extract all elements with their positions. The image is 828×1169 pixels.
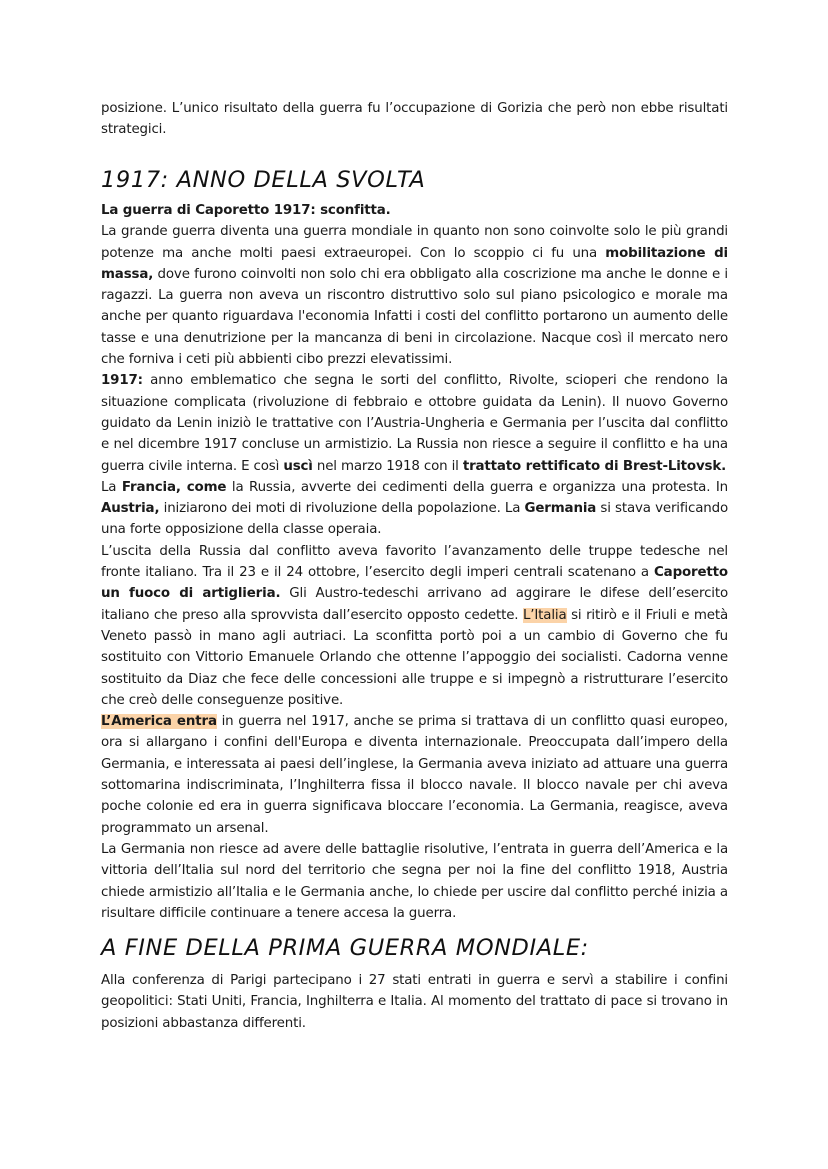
section-subtitle: La guerra di Caporetto 1917: sconfitta.: [101, 203, 391, 218]
text-run: L’uscita della Russia dal conflitto aveva favorito l’avanzamento delle truppe tedesche nel fronte italiano. Tra il 23 e il 24 ottobre, l’esercito degli imperi centrali scatenano a: [101, 543, 728, 581]
bold-run: Austria,: [101, 501, 160, 517]
intro-paragraph: posizione. L’unico risultato della guerra fu l’occupazione di Gorizia che però non ebbe risultati strategici.: [101, 101, 728, 138]
text-run: in guerra nel 1917, anche se prima si trattava di un conflitto quasi europeo, ora si allargano i confini dell'Europa e diventa internazionale. Preoccupata dall’impero della Germania, e interessata ai paesi dell’inglese, la Germania aveva iniziato ad attuare una guerra sottomarina indiscriminata, l’Inghilterra fissa il blocco navale. Il blocco navale per chi aveva poche colonie ed era in guerra significava bloccare l’economia. La Germania, reagisce, aveva programmato un arsenal.: [101, 714, 729, 836]
intro-block: [101, 98, 728, 141]
bold-run: mobilitazione di massa,: [101, 245, 728, 282]
text-run: anno emblematico che segna le sorti del conflitto, Rivolte, scioperi che rendono la situazione complicata (rivoluzione di febbraio e ottobre guidata da Lenin). Il nuovo Governo guidato da Lenin iniziò le trattative con l’Austria-Ungheria e Germania per l’uscita dal conflitto e nel dicembre 1917 concluse un armistizio. La Russia non riesce a seguire il conflitto e ha una guerra civile interna. E così: [101, 373, 728, 474]
bold-run: 1917:: [101, 373, 143, 389]
paragraph-francia: [101, 477, 728, 541]
paragraph-1917: [101, 370, 728, 476]
paragraph-fine-conflitto: La Germania non riesce ad avere delle battaglie risolutive, l’entrata in guerra dell’America e la vittoria dell’Italia sul nord del territorio che segna per noi la fine del conflitto 1918, Austria chiede armistizio all’Italia e le Germania anche, lo chiede per uscire dal conflitto perché inizia a risultare difficile continuare a tenere accesa la guerra.: [101, 841, 728, 921]
section-heading-fine-guerra: A FINE DELLA PRIMA GUERRA MONDIALE:: [101, 935, 589, 961]
highlighted-bold-run: L’America entra: [101, 714, 217, 730]
text-run: nel marzo 1918 con il: [312, 458, 463, 474]
bold-run: Germania: [524, 501, 597, 517]
section-fine-guerra-body: [101, 970, 728, 1034]
bold-run: Caporetto un fuoco di artiglieria.: [101, 565, 728, 602]
highlighted-run: L’Italia: [522, 607, 567, 623]
text-run: si stava verificando una forte opposizione della classe operaia.: [101, 501, 728, 538]
section-heading-1917: 1917: ANNO DELLA SVOLTA: [101, 167, 426, 193]
text-run: si ritirò e il Friuli e metà Veneto passò in mano agli autriaci. La sconfitta portò poi a un cambio di Governo che fu sostituito con Vittorio Emanuele Orlando che ottenne l’appoggio dei socialisti. Cadorna venne sostituito da Diaz che fece delle concessioni alle truppe e si impegnò a ristrutturare l’esercito che creò delle conseguenze positive.: [101, 607, 729, 708]
paragraph-conferenza-parigi: Alla conferenza di Parigi partecipano i 27 stati entrati in guerra e servì a stabilire i confini geopolitici: Stati Uniti, Francia, Inghilterra e Italia. Al momento del trattato di pace si trovano in posizioni abbastanza differenti.: [101, 973, 728, 1031]
bold-run: Francia, come: [121, 479, 227, 495]
text-run: iniziarono dei moti di rivoluzione della popolazione. La: [159, 501, 525, 517]
paragraph-america: [101, 711, 728, 839]
bold-run: trattato rettificato di Brest-Litovsk.: [462, 458, 727, 474]
paragraph-mobilitazione: [101, 221, 728, 370]
text-run: La grande guerra diventa una guerra mondiale in quanto non sono coinvolte solo le più grandi potenze ma anche molti paesi extraeuropei. Con lo scoppio ci fu una: [101, 224, 728, 261]
text-run: La: [101, 479, 122, 495]
text-run: la Russia, avverte dei cedimenti della guerra e organizza una protesta. In: [226, 479, 728, 495]
text-run: Gli Austro-tedeschi arrivano ad aggirare le difese dell’esercito italiano che preso alla sprovvista dall’esercito opposto cedette.: [101, 586, 728, 623]
text-run: dove furono coinvolti non solo chi era obbligato alla coscrizione ma anche le donne e i ragazzi. La guerra non aveva un riscontro distruttivo solo sul piano psicologico e morale ma anche per quanto riguardava l'economia Infatti i costi del conflitto portarono un aumento delle tasse e una denutrizione per la mancanza di beni in circolazione. Nacque così il mercato nero che forniva i ceti più abbienti cibo prezzi elevatissimi.: [101, 266, 728, 368]
section-1917-body: [101, 200, 728, 924]
bold-run: uscì: [283, 458, 313, 474]
paragraph-caporetto: [101, 541, 728, 711]
